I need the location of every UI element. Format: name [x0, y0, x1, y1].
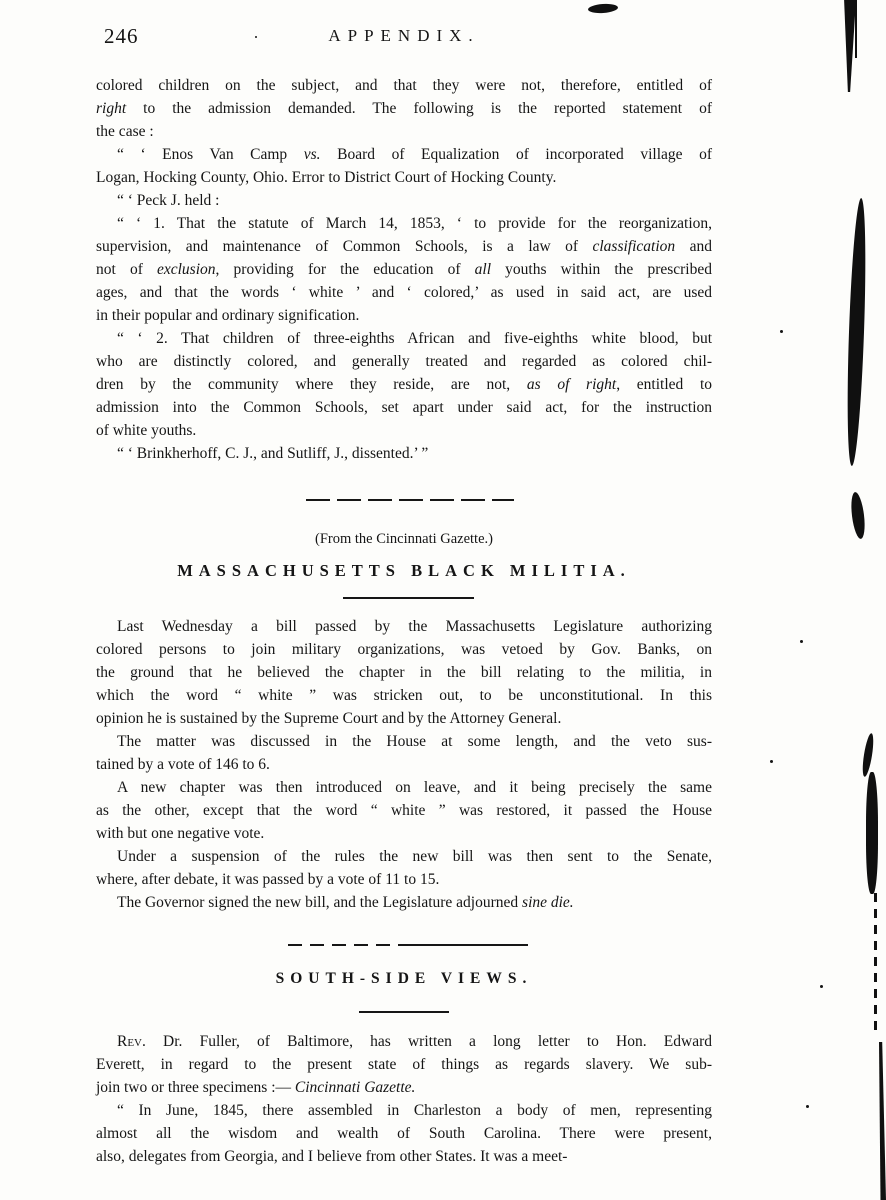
ink-speck [780, 330, 783, 333]
ink-smudge [855, 0, 857, 58]
ink-smudge [866, 772, 878, 894]
case-paragraph-3: “ ‘ Peck J. held : [117, 192, 220, 209]
title-underline [343, 597, 474, 599]
militia-paragraph-2: The matter was discussed in the House at some length, and the veto sus- tained by a vote of 146 to 6. [96, 733, 712, 773]
title-underline [359, 1011, 449, 1013]
section-divider [306, 499, 514, 501]
militia-paragraph-4: Under a suspension of the rules the new bill was then sent to the Senate, where, after debate, it was passed by a vote of 11 to 15. [96, 848, 712, 888]
section-title-southside: SOUTH-SIDE VIEWS. [275, 970, 533, 987]
section-divider [288, 944, 528, 946]
page-number: 246 [104, 24, 139, 48]
ink-speck [800, 640, 803, 643]
militia-paragraph-5: The Governor signed the new bill, and the Legislature adjourned sine die. [117, 894, 574, 911]
ink-smudge [861, 733, 876, 778]
ink-smudge [849, 491, 867, 539]
ink-smudge [876, 1042, 886, 1200]
section-title-militia: MASSACHUSETTS BLACK MILITIA. [177, 561, 631, 580]
militia-paragraph-3: A new chapter was then introduced on leave, and it being precisely the same as the other, except that the word “ white ” was restored, it passed the House with but one negative vote. [96, 779, 712, 842]
running-head: APPENDIX. [328, 26, 480, 45]
case-paragraph-4: “ ‘ 1. That the statute of March 14, 1853, ‘ to provide for the reorganization, supervision, and maintenance of Common Schools, is a law of classification and not of exclusion, providing for the education of all youths within the prescribed ages, and that the words ‘ white ’ and ‘ colored,’ as used in said act, are used in their popular and ordinary signification. [96, 215, 712, 324]
case-paragraph-5: “ ‘ 2. That children of three-eighths African and five-eighths white blood, but who are distinctly colored, and generally treated and regarded as colored chil- dren by the community where they reside, are not, as of right, entitled to admission into the Common Schools, set apart under said act, for the instruction of white youths. [96, 330, 713, 439]
ink-smudge [842, 0, 856, 92]
ink-speck [820, 985, 823, 988]
case-paragraph-2: “ ‘ Enos Van Camp vs. Board of Equalization of incorporated village of Logan, Hocking County, Ohio. Error to District Court of Hocking County. [96, 146, 712, 186]
ink-speck [806, 1105, 809, 1108]
article-source: (From the Cincinnati Gazette.) [315, 531, 493, 547]
page-header [96, 0, 712, 56]
ink-speck [255, 36, 257, 38]
ink-speck [770, 760, 773, 763]
southside-paragraph-2: “ In June, 1845, there assembled in Charleston a body of men, representing almost all the wisdom and wealth of South Carolina. There were present, also, delegates from Georgia, and I believe from other States. It was a meet- [96, 1102, 712, 1165]
case-paragraph-1: colored children on the subject, and that they were not, therefore, entitled of right to the admission demanded. The following is the reported statement of the case : [96, 77, 712, 140]
ink-smudge [874, 893, 877, 1033]
ink-smudge [844, 198, 868, 466]
militia-paragraph-1: Last Wednesday a bill passed by the Massachusetts Legislature authorizing colored persons to join military organizations, was vetoed by Gov. Banks, on the ground that he believed the chapter in the bill relating to the militia, in which the word “ white ” was stricken out, to be unconstitutional. In this opinion he is sustained by the Supreme Court and by the Attorney General. [96, 618, 712, 727]
southside-paragraph-1: Rev. Dr. Fuller, of Baltimore, has written a long letter to Hon. Edward Everett, in regard to the present state of things as regards slavery. We sub- join two or three specimens :— Cincinnati Gazette. [96, 1033, 712, 1096]
case-paragraph-6: “ ‘ Brinkherhoff, C. J., and Sutliff, J., dissented.’ ” [117, 445, 429, 462]
